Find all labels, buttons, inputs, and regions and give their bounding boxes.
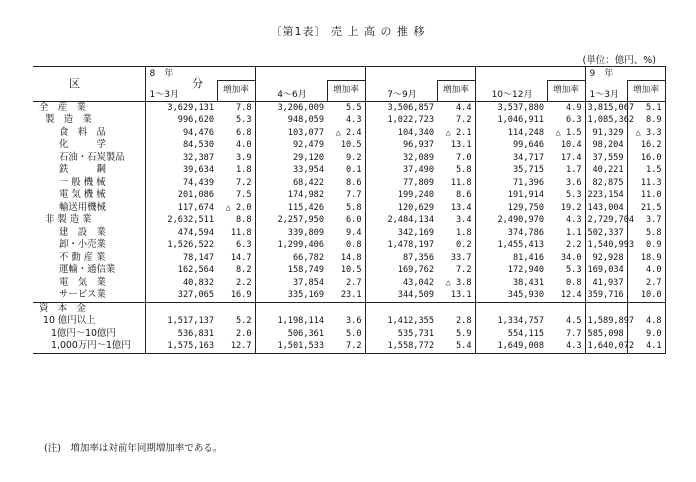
growth-rate-cell: 7.7 xyxy=(345,190,362,200)
table-row xyxy=(33,114,665,127)
row-label: 輸送用機械 xyxy=(59,201,106,213)
sales-value-cell: 1,649,008 xyxy=(475,340,547,353)
growth-rate-cell: 3.4 xyxy=(455,215,472,225)
growth-rate-cell: 5.3 xyxy=(565,190,582,200)
sales-value-cell: 104,340 xyxy=(365,127,437,140)
sales-value-cell: 174,982 xyxy=(255,189,327,202)
growth-rate-cell: 5.1 xyxy=(627,101,665,114)
row-label: 10 億円以上 xyxy=(43,315,96,326)
growth-rate-cell: 2.2 xyxy=(565,240,582,250)
sales-value-cell: 2,729,704 xyxy=(585,214,627,227)
sales-value-cell: 374,786 xyxy=(475,227,547,240)
sales-value-cell: 32,387 xyxy=(145,152,217,165)
table-row xyxy=(33,289,665,302)
growth-rate-cell: 7.8 xyxy=(217,101,255,114)
sales-value-cell: 92,928 xyxy=(585,252,627,265)
growth-rate-cell: 11.8 xyxy=(450,177,472,188)
sales-value-cell: 3,506,857 xyxy=(365,101,437,114)
table-row xyxy=(33,127,665,140)
sales-value-cell: 1,022,723 xyxy=(365,114,437,127)
sales-value-cell: 169,762 xyxy=(365,264,437,277)
sales-value-cell: 78,147 xyxy=(145,252,217,265)
table-row xyxy=(33,139,665,152)
growth-rate-cell: 10.0 xyxy=(627,289,665,302)
table-row xyxy=(33,340,665,353)
growth-rate-cell: 5.3 xyxy=(565,265,582,275)
growth-rate-cell: 5.5 xyxy=(327,101,365,114)
growth-rate-cell: 4.5 xyxy=(565,316,582,326)
growth-rate-cell: 5.8 xyxy=(455,165,472,175)
sales-value-cell: 43,042 xyxy=(365,277,437,290)
growth-rate-cell: 5.8 xyxy=(345,202,362,213)
sales-value-cell: 114,248 xyxy=(475,127,547,140)
sales-value-cell: 66,782 xyxy=(255,252,327,265)
sales-value-cell: 98,204 xyxy=(585,139,627,152)
growth-rate-cell: 13.1 xyxy=(450,140,472,150)
sales-value-cell: 120,629 xyxy=(365,202,437,215)
sales-value-cell: 96,937 xyxy=(365,139,437,152)
growth-rate-cell: 9.2 xyxy=(345,152,362,163)
unit-label: (単位：億円、%) xyxy=(582,55,656,66)
growth-rate-cell: 16.2 xyxy=(627,139,665,152)
empty-cell xyxy=(585,302,627,315)
row-label: 化 学 xyxy=(59,139,106,150)
sales-value-cell: 201,086 xyxy=(145,189,217,202)
period-header-4-year xyxy=(475,67,585,81)
sales-value-cell: 345,930 xyxy=(475,289,547,302)
empty-cell xyxy=(365,302,437,315)
capital-body xyxy=(33,302,665,353)
growth-rate-cell: 7.7 xyxy=(565,328,582,339)
sales-value-cell: 1,558,772 xyxy=(365,340,437,353)
sales-value-cell: 129,750 xyxy=(475,202,547,215)
growth-rate-cell: 1.1 xyxy=(565,227,582,238)
growth-rate-cell: 0.8 xyxy=(345,240,362,250)
growth-rate-cell: 3.6 xyxy=(345,316,362,326)
sales-value-cell: 143,004 xyxy=(585,202,627,215)
sales-value-cell: 115,426 xyxy=(255,202,327,215)
sales-value-cell: 535,731 xyxy=(365,328,437,341)
sales-value-cell: 37,559 xyxy=(585,152,627,165)
growth-rate-cell: 2.2 xyxy=(235,277,252,288)
growth-rate-cell: 8.2 xyxy=(235,265,252,275)
sales-value-cell: 103,077 xyxy=(255,127,327,140)
table-title: 〔第1表〕 売 上 高 の 推 移 xyxy=(270,25,426,38)
sales-value-cell: 29,120 xyxy=(255,152,327,165)
sales-value-cell: 327,065 xyxy=(145,289,217,302)
period-header-1-year: 8 年 xyxy=(145,67,255,81)
growth-rate-cell: 17.4 xyxy=(560,152,582,163)
growth-rate-cell: 7.2 xyxy=(235,177,252,188)
sales-value-cell: 1,046,911 xyxy=(475,114,547,127)
table-row xyxy=(33,328,665,341)
sales-value-cell: 2,257,950 xyxy=(255,214,327,227)
row-label: 1億円～10億円 xyxy=(51,327,116,339)
growth-rate-cell: 5.4 xyxy=(437,340,475,353)
table-row xyxy=(33,227,665,240)
sales-value-cell: 34,717 xyxy=(475,152,547,165)
sales-value-cell: 82,875 xyxy=(585,177,627,190)
period-header-4: 10～12月 xyxy=(475,80,547,101)
growth-rate-cell: 4.4 xyxy=(437,101,475,114)
growth-rate-cell: △ 3.8 xyxy=(445,277,472,288)
growth-rate-cell: 1.8 xyxy=(455,227,472,238)
sales-value-cell: 37,854 xyxy=(255,277,327,290)
growth-rate-cell: △ 2.0 xyxy=(225,202,252,213)
growth-rate-cell: 4.8 xyxy=(627,315,665,328)
sales-value-cell: 1,526,522 xyxy=(145,239,217,252)
period-header-5: 1～3月 xyxy=(585,80,627,101)
growth-rate-cell: 21.5 xyxy=(627,202,665,215)
sales-value-cell: 41,937 xyxy=(585,277,627,290)
growth-rate-cell: 7.2 xyxy=(455,265,472,275)
row-label: 1,000万円～1億円 xyxy=(33,340,145,353)
growth-rate-cell: 0.1 xyxy=(345,165,362,175)
period-header-3: 7～9月 xyxy=(365,80,437,101)
table-row xyxy=(33,152,665,165)
sales-value-cell: 2,490,970 xyxy=(475,214,547,227)
growth-rate-cell: 4.0 xyxy=(627,264,665,277)
growth-rate-cell: 4.0 xyxy=(235,140,252,150)
empty-cell xyxy=(547,302,585,315)
sales-value-cell: 1,412,355 xyxy=(365,315,437,328)
growth-rate-cell: 6.3 xyxy=(565,115,582,125)
growth-rate-cell: 7.0 xyxy=(455,152,472,163)
sales-value-cell: 1,540,993 xyxy=(585,239,627,252)
growth-rate-cell: 5.2 xyxy=(235,316,252,326)
growth-rate-cell: 2.0 xyxy=(235,328,252,339)
table-row xyxy=(33,189,665,202)
sales-body xyxy=(33,101,665,302)
growth-rate-cell: 5.8 xyxy=(627,227,665,240)
growth-rate-cell: 6.8 xyxy=(235,127,252,138)
growth-rate-cell: 2.7 xyxy=(627,277,665,290)
growth-rate-cell: 0.2 xyxy=(455,240,472,250)
empty-cell xyxy=(145,302,217,315)
growth-rate-cell: 8.9 xyxy=(627,114,665,127)
growth-rate-cell: 1.8 xyxy=(235,165,252,175)
growth-rate-cell: 6.3 xyxy=(235,240,252,250)
sales-value-cell: 2,484,134 xyxy=(365,214,437,227)
sales-value-cell: 948,059 xyxy=(255,114,327,127)
growth-rate-cell: 11.3 xyxy=(627,177,665,190)
period-header-3-year xyxy=(365,67,475,81)
growth-rate-cell: 16.9 xyxy=(230,290,252,300)
rate-header-1: 増加率 xyxy=(217,80,255,101)
row-label: 電 気 機 械 xyxy=(59,189,106,200)
period-header-1: 1～3月 xyxy=(145,80,217,101)
rate-header-5: 増加率 xyxy=(627,80,665,101)
growth-rate-cell: △ 2.1 xyxy=(445,127,472,138)
row-label: サービス業 xyxy=(59,289,106,300)
sales-value-cell: 1,085,362 xyxy=(585,114,627,127)
growth-rate-cell: 12.7 xyxy=(217,340,255,353)
table-row xyxy=(33,252,665,265)
growth-rate-cell: 1.7 xyxy=(565,165,582,175)
rate-header-2: 増加率 xyxy=(327,80,365,101)
capital-section-header: 資 本 金 xyxy=(33,302,145,315)
growth-rate-cell: 7.2 xyxy=(327,340,365,353)
sales-value-cell: 506,361 xyxy=(255,328,327,341)
row-label: 製 造 業 xyxy=(45,114,92,125)
growth-rate-cell: 14.8 xyxy=(340,252,362,263)
sales-value-cell: 87,356 xyxy=(365,252,437,265)
row-label: 一 般 機 械 xyxy=(59,176,106,188)
sales-value-cell: 84,530 xyxy=(145,139,217,152)
growth-rate-cell: 13.1 xyxy=(450,290,472,300)
growth-rate-cell: 8.6 xyxy=(455,190,472,200)
sales-value-cell: 536,831 xyxy=(145,328,217,341)
empty-cell xyxy=(217,302,255,315)
growth-rate-cell: 9.4 xyxy=(345,227,362,238)
growth-rate-cell: 34.0 xyxy=(560,252,582,263)
sales-value-cell: 191,914 xyxy=(475,189,547,202)
growth-rate-cell: 7.2 xyxy=(455,115,472,125)
growth-rate-cell: 4.1 xyxy=(627,340,665,353)
growth-rate-cell: 8.6 xyxy=(345,177,362,188)
growth-rate-cell: 0.9 xyxy=(627,239,665,252)
period-header-5-year: 9 年 xyxy=(585,67,665,81)
sales-value-cell: 71,396 xyxy=(475,177,547,190)
row-label: 不 動 産 業 xyxy=(59,251,106,263)
growth-rate-cell: 5.3 xyxy=(235,115,252,125)
sales-value-cell: 3,206,009 xyxy=(255,101,327,114)
growth-rate-cell: △ 3.3 xyxy=(627,127,665,140)
sales-value-cell: 32,089 xyxy=(365,152,437,165)
growth-rate-cell: △ 1.5 xyxy=(555,127,582,138)
sales-value-cell: 172,940 xyxy=(475,264,547,277)
sales-value-cell: 162,564 xyxy=(145,264,217,277)
sales-value-cell: 474,594 xyxy=(145,227,217,240)
growth-rate-cell: 5.9 xyxy=(455,328,472,339)
sales-value-cell: 40,221 xyxy=(585,164,627,177)
sales-value-cell: 996,620 xyxy=(145,114,217,127)
sales-value-cell: 39,634 xyxy=(145,164,217,177)
growth-rate-cell: 16.0 xyxy=(627,152,665,165)
sales-value-cell: 1,501,533 xyxy=(255,340,327,353)
sales-value-cell: 35,715 xyxy=(475,164,547,177)
sales-value-cell: 554,115 xyxy=(475,328,547,341)
sales-value-cell: 3,629,131 xyxy=(145,101,217,114)
growth-rate-cell: 3.9 xyxy=(235,152,252,163)
sales-value-cell: 344,509 xyxy=(365,289,437,302)
sales-value-cell: 1,589,897 xyxy=(585,315,627,328)
sales-value-cell: 77,809 xyxy=(365,177,437,190)
growth-rate-cell: 9.0 xyxy=(627,328,665,341)
sales-value-cell: 68,422 xyxy=(255,177,327,190)
row-label: 建 設 業 xyxy=(59,226,106,238)
growth-rate-cell: 11.8 xyxy=(230,227,252,238)
sales-value-cell: 81,416 xyxy=(475,252,547,265)
row-label: 運輸・通信業 xyxy=(59,264,116,275)
sales-value-cell: 1,334,757 xyxy=(475,315,547,328)
growth-rate-cell: 2.8 xyxy=(455,316,472,326)
sales-value-cell: 3,537,880 xyxy=(475,101,547,114)
sales-value-cell: 40,832 xyxy=(145,277,217,290)
sales-value-cell: 33,954 xyxy=(255,164,327,177)
growth-rate-cell: 4.3 xyxy=(547,340,585,353)
growth-rate-cell: 33.7 xyxy=(450,252,472,263)
growth-rate-cell: 11.0 xyxy=(627,189,665,202)
sales-value-cell: 1,478,197 xyxy=(365,239,437,252)
sales-value-cell: 1,455,413 xyxy=(475,239,547,252)
sales-value-cell: 585,098 xyxy=(585,328,627,341)
sales-value-cell: 1,299,406 xyxy=(255,239,327,252)
growth-rate-cell: 3.6 xyxy=(565,177,582,188)
growth-rate-cell: 10.4 xyxy=(560,140,582,150)
row-label: 電 気 業 xyxy=(59,276,106,288)
empty-cell xyxy=(627,302,665,315)
period-header-2-year xyxy=(255,67,365,81)
growth-rate-cell: 8.8 xyxy=(235,215,252,225)
rate-header-3: 増加率 xyxy=(437,80,475,101)
growth-rate-cell: 10.5 xyxy=(340,265,362,275)
table-row xyxy=(33,177,665,190)
growth-rate-cell: 13.4 xyxy=(450,202,472,213)
table-header xyxy=(33,67,665,102)
table-row xyxy=(33,315,665,328)
sales-value-cell: 342,169 xyxy=(365,227,437,240)
growth-rate-cell: 4.3 xyxy=(565,215,582,225)
growth-rate-cell: 6.0 xyxy=(345,215,362,225)
sales-value-cell: 502,337 xyxy=(585,227,627,240)
growth-rate-cell: △ 2.4 xyxy=(335,127,362,138)
sales-value-cell: 335,169 xyxy=(255,289,327,302)
sales-value-cell: 1,517,137 xyxy=(145,315,217,328)
footnote: (注) 増加率は対前年同期増加率である。 xyxy=(44,443,223,454)
sales-value-cell: 158,749 xyxy=(255,264,327,277)
period-header-2: 4～6月 xyxy=(255,80,327,101)
sales-value-cell: 99,646 xyxy=(475,139,547,152)
growth-rate-cell: 12.4 xyxy=(560,290,582,300)
growth-rate-cell: 4.9 xyxy=(547,101,585,114)
sales-value-cell: 3,815,067 xyxy=(585,101,627,114)
growth-rate-cell: 10.5 xyxy=(340,140,362,150)
rate-header-4: 増加率 xyxy=(547,80,585,101)
sales-value-cell: 199,240 xyxy=(365,189,437,202)
empty-cell xyxy=(255,302,327,315)
growth-rate-cell: 5.0 xyxy=(345,328,362,339)
table-row xyxy=(33,202,665,215)
growth-rate-cell: 0.8 xyxy=(565,277,582,288)
table-row xyxy=(33,214,665,227)
sales-value-cell: 37,490 xyxy=(365,164,437,177)
row-label: 卸・小売業 xyxy=(59,239,106,250)
row-label: 非 製 造 業 xyxy=(45,214,92,225)
sales-value-cell: 117,674 xyxy=(145,202,217,215)
sales-value-cell: 339,809 xyxy=(255,227,327,240)
sales-value-cell: 94,476 xyxy=(145,127,217,140)
empty-cell xyxy=(327,302,365,315)
growth-rate-cell: 2.7 xyxy=(345,277,362,288)
sales-value-cell: 74,439 xyxy=(145,177,217,190)
table-row xyxy=(33,101,665,114)
table-row xyxy=(33,164,665,177)
sales-value-cell: 1,575,163 xyxy=(145,340,217,353)
table-row xyxy=(33,277,665,290)
sales-value-cell: 1,198,114 xyxy=(255,315,327,328)
row-label: 鉄 鋼 xyxy=(59,164,106,175)
table-row xyxy=(33,264,665,277)
growth-rate-cell: 19.2 xyxy=(560,202,582,213)
growth-rate-cell: 14.7 xyxy=(230,252,252,263)
sales-value-cell: 223,154 xyxy=(585,189,627,202)
row-label: 食 料 品 xyxy=(59,126,106,138)
growth-rate-cell: 4.3 xyxy=(345,115,362,125)
table-row xyxy=(33,302,665,315)
classification-header: 区 分 xyxy=(33,67,145,102)
growth-rate-cell: 23.1 xyxy=(340,290,362,300)
table-row xyxy=(33,239,665,252)
sales-value-cell: 92,479 xyxy=(255,139,327,152)
empty-cell xyxy=(475,302,547,315)
sales-value-cell: 38,431 xyxy=(475,277,547,290)
row-label: 全 産 業 xyxy=(33,101,145,114)
growth-rate-cell: 1.5 xyxy=(627,164,665,177)
sales-value-cell: 91,329 xyxy=(585,127,627,140)
row-label: 石油・石炭製品 xyxy=(59,151,125,163)
growth-rate-cell: 18.9 xyxy=(627,252,665,265)
sales-value-cell: 2,632,511 xyxy=(145,214,217,227)
empty-cell xyxy=(437,302,475,315)
growth-rate-cell: 7.5 xyxy=(235,190,252,200)
sales-table xyxy=(33,66,666,354)
sales-value-cell: 359,716 xyxy=(585,289,627,302)
sales-value-cell: 1,640,072 xyxy=(585,340,627,353)
growth-rate-cell: 3.7 xyxy=(627,214,665,227)
sales-value-cell: 169,034 xyxy=(585,264,627,277)
